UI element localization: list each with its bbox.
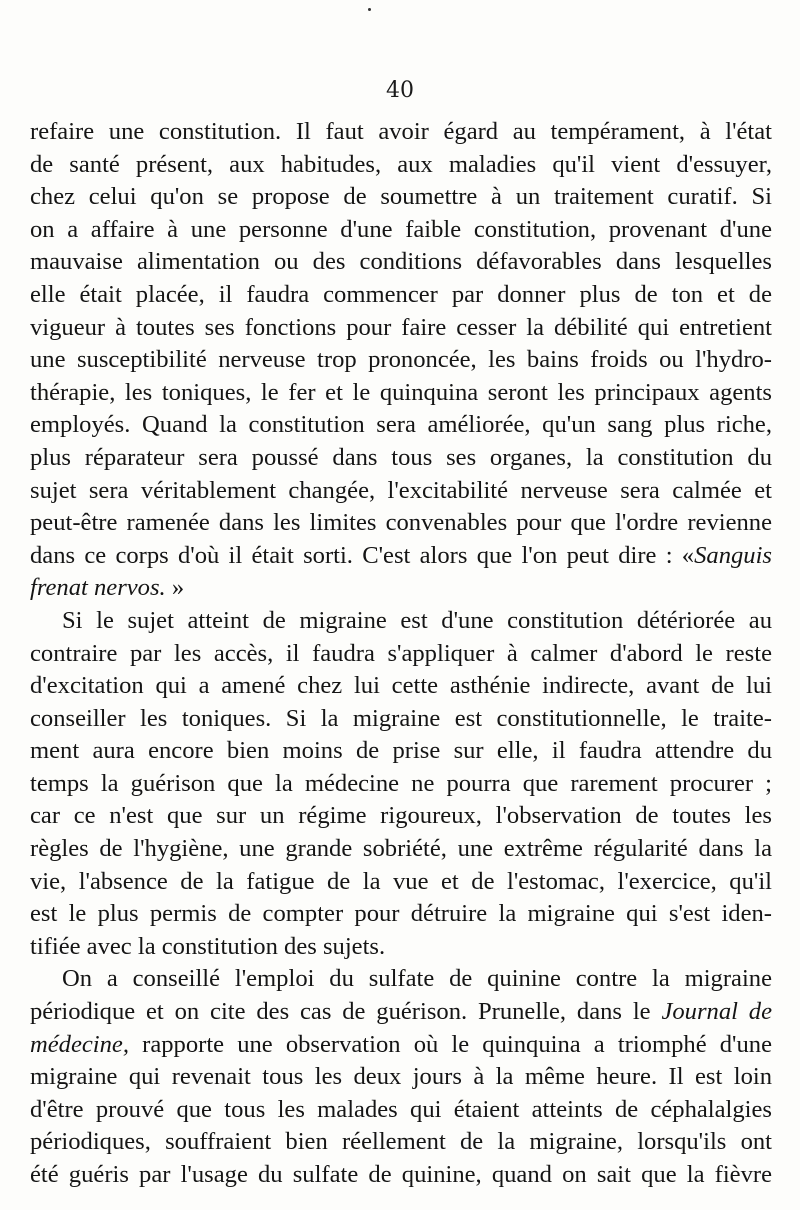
text-line: mauvaise alimentation ou des conditions défavorables dans lesquelles [30, 248, 772, 276]
text-line: temps la guérison que la médecine ne pourra que rarement procurer ; [30, 769, 772, 797]
latin-quote-end: frenat nervos. [30, 574, 166, 602]
text-line: employés. Quand la constitution sera améliorée, qu'un sang plus riche, [30, 411, 772, 439]
journal-title-end: médecine, [30, 1030, 129, 1058]
text-segment: périodique et on cite des cas de guérison. Prunelle, dans le [30, 998, 662, 1026]
text-segment: dans ce corps d'où il était sorti. C'est alors que l'on peut dire : « [30, 541, 695, 569]
text-line: vigueur à toutes ses fonctions pour faire cesser la débilité qui entretient [30, 313, 772, 341]
latin-quote-start: Sanguis [694, 541, 772, 569]
paragraph-1 [30, 116, 772, 605]
text-line: vie, l'absence de la fatigue de la vue et de l'estomac, l'exercice, qu'il [30, 867, 772, 895]
text-line: été guéris par l'usage du sulfate de quinine, quand on sait que la fièvre [30, 1161, 772, 1188]
text-line: on a affaire à une personne d'une faible constitution, provenant d'une [30, 215, 772, 243]
text-line: migraine qui revenait tous les deux jours à la même heure. Il est loin [30, 1063, 772, 1091]
journal-title: Journal de [661, 998, 772, 1026]
text-line: elle était placée, il faudra commencer par donner plus de ton et de [30, 280, 772, 308]
page-number: 40 [386, 78, 414, 103]
text-segment: » [165, 574, 185, 602]
text-line-mixed [30, 572, 772, 605]
text-line-mixed [30, 996, 772, 1029]
text-line-mixed [30, 540, 772, 573]
text-line: plus réparateur sera poussé dans tous ses organes, la constitution du [30, 443, 772, 471]
text-line: conseiller les toniques. Si la migraine est constitutionnelle, le traite- [30, 704, 772, 732]
text-line: chez celui qu'on se propose de soumettre à un traitement curatif. Si [30, 183, 772, 211]
text-line: périodiques, souffraient bien réellement de la migraine, lorsqu'ils ont [30, 1128, 772, 1156]
text-line: d'excitation qui a amené chez lui cette asthénie indirecte, avant de lui [30, 672, 772, 700]
text-line: sujet sera véritablement changée, l'excitabilité nerveuse sera calmée et [30, 476, 772, 504]
ink-speck [368, 8, 371, 11]
text-line: On a conseillé l'emploi du sulfate de quinine contre la migraine [62, 965, 772, 993]
text-line: tifiée avec la constitution des sujets. [30, 932, 386, 960]
text-line: d'être prouvé que tous les malades qui étaient atteints de céphalalgies [30, 1095, 772, 1123]
text-line: thérapie, les toniques, le fer et le quinquina seront les principaux agents [30, 378, 772, 406]
body-text [30, 116, 772, 1192]
paragraph-3 [30, 963, 772, 1191]
text-line: ment aura encore bien moins de prise sur elle, il faudra attendre du [30, 737, 772, 765]
text-segment: rapporte une observation où le quinquina a triomphé d'une [129, 1030, 772, 1058]
text-line: refaire une constitution. Il faut avoir égard au tempérament, à l'état [30, 118, 772, 145]
paragraph-2 [30, 605, 772, 964]
text-line: règles de l'hygiène, une grande sobriété, une extrême régularité dans la [30, 835, 772, 863]
text-line: est le plus permis de compter pour détruire la migraine qui s'est iden- [30, 900, 772, 928]
text-line: car ce n'est que sur un régime rigoureux, l'observation de toutes les [30, 802, 772, 830]
text-line: contraire par les accès, il faudra s'appliquer à calmer d'abord le reste [30, 639, 772, 667]
text-line: une susceptibilité nerveuse trop prononcée, les bains froids ou l'hydro- [30, 346, 772, 374]
text-line: peut-être ramenée dans les limites convenables pour que l'ordre revienne [30, 509, 772, 537]
text-line: de santé présent, aux habitudes, aux maladies qu'il vient d'essuyer, [30, 150, 772, 178]
text-line-mixed [30, 1029, 772, 1062]
text-line: Si le sujet atteint de migraine est d'une constitution détériorée au [62, 606, 772, 634]
